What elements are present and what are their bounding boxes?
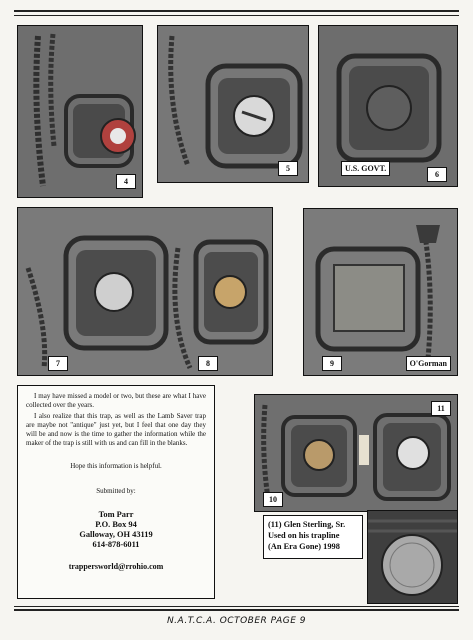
photo-number: 5 xyxy=(278,161,298,176)
trap-photo-6 xyxy=(318,25,458,187)
hope-line: Hope this information is helpful. xyxy=(70,462,162,470)
photo-number-11: 11 xyxy=(431,401,451,416)
page-footer: N.A.T.C.A. OCTOBER PAGE 9 xyxy=(166,616,307,626)
author-city: Galloway, OH 43119 xyxy=(79,530,153,539)
photo-number: 4 xyxy=(116,174,136,189)
trap-image xyxy=(18,26,142,197)
trap-image xyxy=(255,395,457,511)
bottom-rule-thick xyxy=(14,609,459,611)
paragraph-2: I also realize that this trap, as well as the Lamb Saver trap are maybe not "antique" just yet, but I feel that one day they will be and now is the time to gather the information while the maker of the trap is still with us and can fill in the blanks. xyxy=(26,412,206,447)
bottom-rule-thin xyxy=(14,606,459,607)
trap-image xyxy=(368,511,457,603)
paragraph-1: I may have missed a model or two, but these are what I have collected over the years. xyxy=(26,392,206,409)
submitted-by: Submitted by: xyxy=(96,487,136,495)
photo-label-govt: U.S. GOVT. xyxy=(341,161,390,176)
caption-line-2: Used on his trapline xyxy=(268,531,340,540)
author-phone: 614-878-6011 xyxy=(92,540,140,549)
photo-number: 6 xyxy=(427,167,447,182)
photo-label-ogorman: O'Gorman xyxy=(406,356,451,371)
photo-11-caption xyxy=(263,515,363,559)
trap-image xyxy=(18,208,272,375)
caption-line-3: (An Era Gone) 1998 xyxy=(268,542,340,551)
article-text-box xyxy=(17,385,215,599)
trap-photo-5 xyxy=(157,25,309,183)
trap-image xyxy=(158,26,308,182)
trap-photo-7-8 xyxy=(17,207,273,376)
trap-pan-closeup-photo xyxy=(367,510,458,604)
trap-photo-10-11 xyxy=(254,394,458,512)
author-email[interactable]: trappersworld@rrohio.com xyxy=(68,562,164,571)
top-rule-thick xyxy=(14,10,459,12)
caption-line-1: (11) Glen Sterling, Sr. xyxy=(268,520,346,529)
photo-number-10: 10 xyxy=(263,492,283,507)
author-po-box: P.O. Box 94 xyxy=(95,520,137,529)
top-rule-thin xyxy=(14,15,459,16)
author-name: Tom Parr xyxy=(98,510,134,519)
trap-photo-9 xyxy=(303,208,458,376)
photo-number-7: 7 xyxy=(48,356,68,371)
photo-number-8: 8 xyxy=(198,356,218,371)
trap-photo-4 xyxy=(17,25,143,198)
photo-number: 9 xyxy=(322,356,342,371)
trap-image xyxy=(304,209,457,375)
